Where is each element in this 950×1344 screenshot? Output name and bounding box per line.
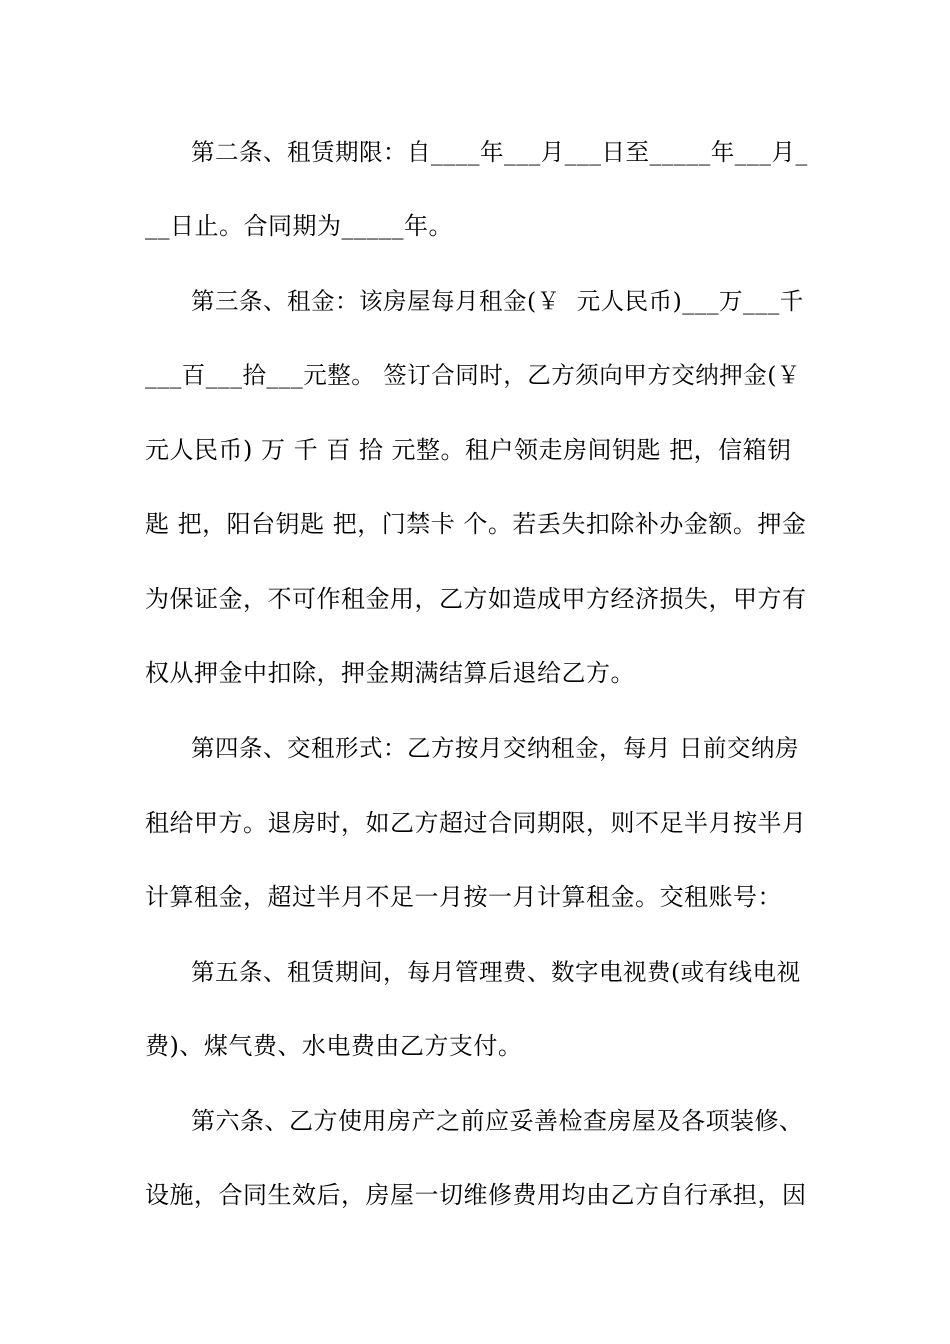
text-line: 权从押金中扣除，押金期满结算后退给乙方。: [145, 659, 635, 687]
text-line: 第四条、交租形式：乙方按月交纳租金，每月 日前交纳房: [191, 734, 799, 762]
text-line: 第五条、租赁期间，每月管理费、数字电视费(或有线电视: [191, 958, 801, 986]
text-line: 为保证金，不可作租金用，乙方如造成甲方经济损失，甲方有: [145, 585, 807, 613]
text-line: 第六条、乙方使用房产之前应妥善检查房屋及各项装修、: [191, 1107, 804, 1135]
text-line: 租给甲方。退房时，如乙方超过合同期限，则不足半月按半月: [145, 809, 807, 837]
text-line: 匙 把，阳台钥匙 把，门禁卡 个。若丢失扣除补办金额。押金: [145, 510, 807, 538]
text-line: 第三条、租金：该房屋每月租金(￥ 元人民币)___万___千: [191, 287, 804, 315]
text-line: 元人民币) 万 千 百 拾 元整。租户领走房间钥匙 把，信箱钥: [145, 436, 792, 464]
text-line: __日止。合同期为_____年。: [145, 212, 453, 240]
text-line: 费)、煤气费、水电费由乙方支付。: [145, 1032, 523, 1060]
text-line: 第二条、租赁期限：自____年___月___日至_____年___月_: [191, 138, 808, 166]
text-line: ___百___拾___元整。 签订合同时，乙方须向甲方交纳押金(￥: [145, 361, 801, 389]
text-line: 设施，合同生效后，房屋一切维修费用均由乙方自行承担，因: [145, 1181, 807, 1209]
text-line: 计算租金，超过半月不足一月按一月计算租金。交租账号：: [145, 883, 782, 911]
